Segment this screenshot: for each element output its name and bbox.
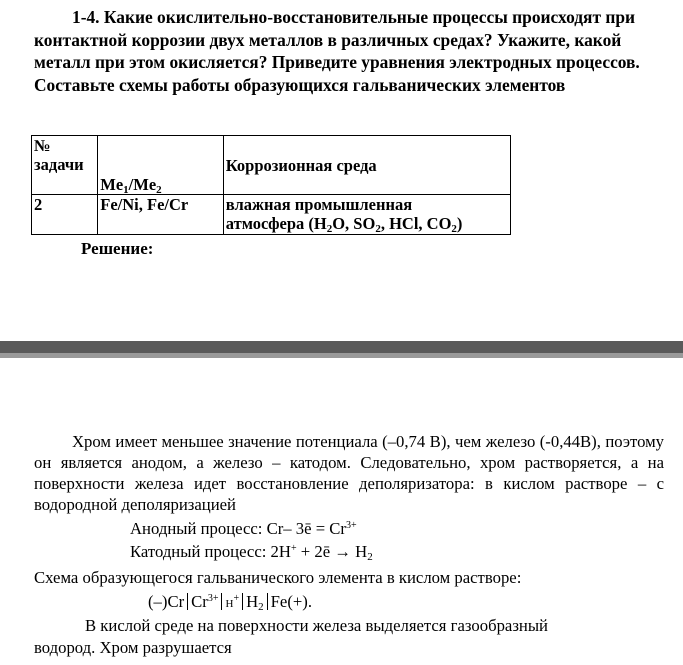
cathodic-sub: 2	[367, 551, 373, 563]
header-environment: Коррозионная среда	[223, 136, 510, 195]
header-number-sign: №	[34, 136, 51, 155]
cathodic-text-a: Катодный процесс: 2H	[130, 542, 291, 561]
solution-label: Решение:	[81, 239, 154, 258]
env-line-1: влажная промышленная	[225, 195, 413, 214]
env-sub-1: 2	[326, 223, 333, 235]
env-part-d: )	[456, 214, 463, 233]
scheme-title: Схема образующегося гальванического элемента в кислом растворе:	[34, 568, 522, 587]
table-row	[32, 195, 511, 235]
env-part-a: атмосфера (H	[225, 214, 327, 233]
scheme-h2: H	[246, 592, 259, 611]
page-separator	[0, 341, 683, 358]
phase-boundary-1	[187, 593, 188, 610]
header-sub2: 2	[156, 184, 162, 196]
cathodic-text-b: + 2ē → H	[296, 542, 368, 561]
header-sub1: 1	[123, 184, 129, 196]
header-task-number	[32, 136, 98, 195]
scheme-anode: (–)Cr	[148, 592, 185, 611]
scheme-h2-sub: 2	[258, 601, 264, 613]
table-header-row	[32, 136, 511, 195]
scheme-cathode: Fe(+).	[270, 592, 313, 611]
anodic-process	[130, 518, 357, 539]
header-task-word: задачи	[34, 155, 84, 174]
page-two	[0, 358, 683, 665]
solution-paragraph: Хром имеет меньшее значение потенциала (–0,74 В), чем железо (-0,44В), поэтому он является анодом, а железо – катодом. Следовательно, хром растворяется, а на поверхности железа идет восстановление деполяризатора: в кислом растворе – с водородной деполяризацией	[34, 432, 664, 514]
scheme-h-ion: H	[225, 598, 234, 610]
scheme-h-charge: +	[233, 593, 240, 604]
env-sub-3: 2	[451, 223, 457, 235]
header-me1: Me	[100, 175, 124, 194]
scheme-cr-ion: Cr	[191, 592, 208, 611]
env-sub-2: 2	[375, 223, 381, 235]
galvanic-scheme	[148, 591, 312, 615]
header-me2: /Me	[128, 175, 157, 194]
phase-boundary-4	[267, 593, 268, 610]
scheme-cr-charge: 3+	[207, 593, 219, 604]
cell-task-number: 2	[32, 195, 98, 235]
env-line-2	[226, 214, 508, 233]
env-part-c: , HCl, CO	[380, 214, 452, 233]
cell-environment	[223, 195, 510, 235]
cathodic-charge: +	[290, 543, 297, 554]
cell-metals: Fe/Ni, Fe/Cr	[98, 195, 224, 235]
cathodic-process	[130, 541, 373, 562]
anodic-text: Анодный процесс: Cr– 3ē = Cr	[130, 519, 346, 538]
anodic-charge: 3+	[345, 520, 357, 531]
task-table	[31, 135, 511, 235]
phase-boundary-2	[221, 593, 222, 610]
header-metals	[98, 136, 224, 195]
phase-boundary-3	[242, 593, 243, 610]
env-part-b: O, SO	[332, 214, 376, 233]
task-statement: 1-4. Какие окислительно-восстановительные процессы происходят при контактной коррозии двух металлов в различных средах? Укажите, какой металл при этом окисляется? Приведите уравнения электродных процессов. Составьте схемы работы образующихся гальванических элементов	[34, 7, 640, 95]
conclusion-line-1: В кислой среде на поверхности железа выделяется газообразный	[85, 616, 548, 635]
conclusion-line-2: водород. Хром разрушается	[34, 638, 232, 657]
